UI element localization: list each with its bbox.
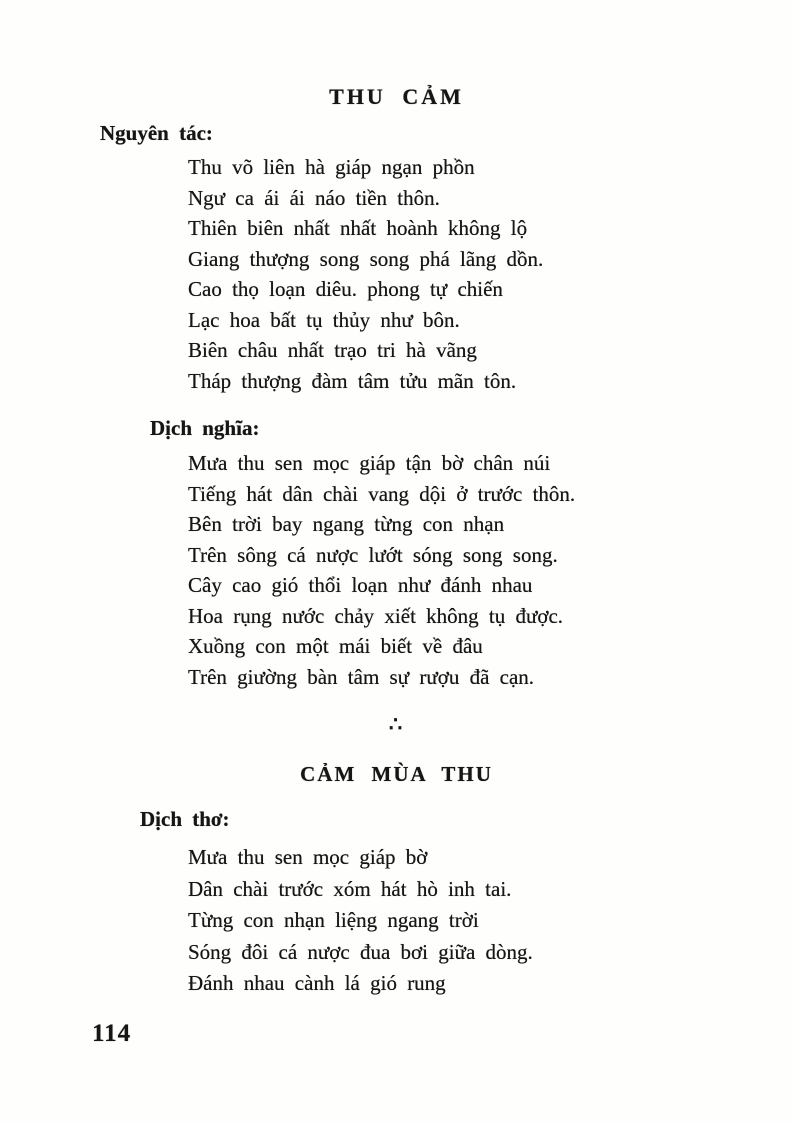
poem-line: Cao thọ loạn diêu. phong tự chiến — [188, 277, 503, 301]
poem-line: Tiếng hát dân chài vang dội ở trước thôn. — [188, 481, 576, 506]
poem-title: THU CẢM — [329, 84, 464, 109]
poem-line: Tháp thượng đàm tâm tửu mãn tôn. — [188, 368, 517, 393]
poem-line: Đánh nhau cành lá gió rung — [188, 971, 446, 995]
poem-line: Trên sông cá nược lướt sóng song song. — [188, 542, 558, 567]
verse-poem — [188, 842, 533, 1000]
poem-line: Hoa rụng nước chảy xiết không tụ được. — [188, 603, 564, 628]
asterism-ornament-icon: ∴ — [388, 712, 405, 736]
poem-line: Mưa thu sen mọc giáp tận bờ chân núi — [188, 451, 551, 475]
poem-line: Trên giường bàn tâm sự rượu đã cạn. — [188, 664, 535, 689]
page-number: 114 — [92, 1020, 132, 1047]
original-poem — [188, 152, 543, 396]
meaning-poem — [188, 448, 575, 692]
poem-line: Bên trời bay ngang từng con nhạn — [188, 512, 505, 536]
section-label-meaning: Dịch nghĩa: — [150, 416, 260, 440]
poem-line: Thiên biên nhất nhất hoành không lộ — [188, 216, 528, 240]
poem-line: Lạc hoa bất tụ thủy như bôn. — [188, 307, 460, 332]
poem-line: Cây cao gió thổi loạn như đánh nhau — [188, 573, 533, 597]
poem-line: Dân chài trước xóm hát hò inh tai. — [188, 876, 512, 901]
poem-subtitle: CẢM MÙA THU — [300, 762, 493, 786]
poem-line: Xuồng con một mái biết về đâu — [188, 634, 483, 658]
poem-line: Ngư ca ái ái náo tiền thôn. — [188, 185, 440, 210]
poem-line: Biên châu nhất trạo tri hà vãng — [188, 338, 477, 362]
poem-line: Mưa thu sen mọc giáp bờ — [188, 845, 428, 869]
section-label-original: Nguyên tác: — [100, 121, 213, 145]
poem-line: Sóng đôi cá nược đua bơi giữa dòng. — [188, 939, 533, 964]
poem-line: Giang thượng song song phá lãng dồn. — [188, 246, 544, 271]
poem-line: Từng con nhạn liệng ngang trời — [188, 908, 479, 932]
section-label-verse: Dịch thơ: — [140, 807, 230, 831]
poem-line: Thu võ liên hà giáp ngạn phồn — [188, 155, 475, 179]
